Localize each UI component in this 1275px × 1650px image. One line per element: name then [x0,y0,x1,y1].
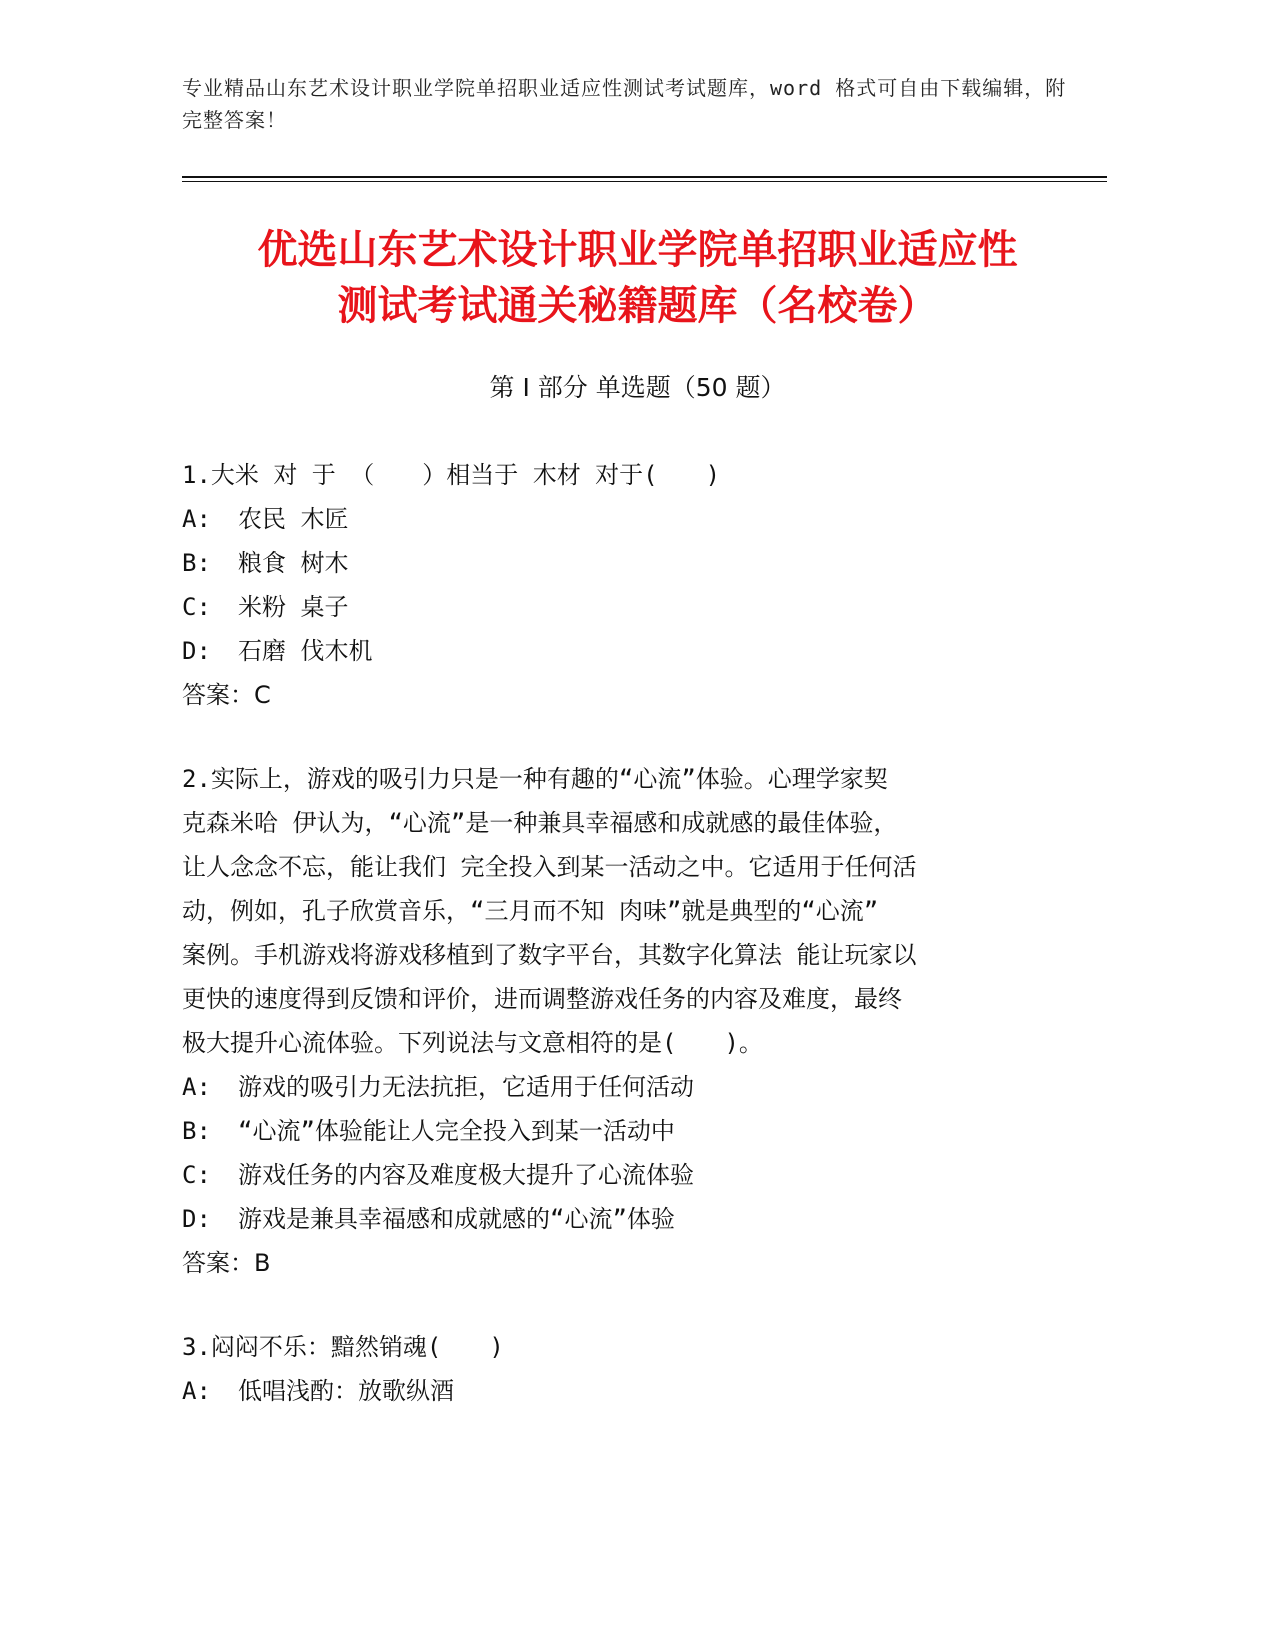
question-1 [182,453,1042,717]
option-d [182,1197,1042,1241]
option-text: 游戏的吸引力无法抗拒，它适用于任何活动 [238,1073,694,1101]
document-title [150,222,1125,334]
option-c [182,1153,1042,1197]
option-letter: D: [182,637,211,665]
header-divider [182,176,1107,178]
question-stem-line: 克森米哈 伊认为，“心流”是一种兼具幸福感和成就感的最佳体验， [182,809,898,837]
answer-line: 答案：B [182,1249,271,1277]
option-letter: B: [182,549,211,577]
option-letter: A: [182,505,211,533]
question-stem-line: 极大提升心流体验。下列说法与文意相符的是( )。 [182,1029,763,1057]
option-a [182,497,1042,541]
option-text: 米粉 桌子 [238,593,349,621]
option-letter: C: [182,593,211,621]
header-note: 专业精品山东艺术设计职业学院单招职业适应性测试考试题库，word 格式可自由下载编辑，附完整答案！ [182,76,1067,132]
answer-line: 答案：C [182,681,271,709]
question-stem: 3.闷闷不乐：黯然销魂( ) [182,1333,504,1361]
option-d [182,629,1042,673]
question-stem-line: 更快的速度得到反馈和评价，进而调整游戏任务的内容及难度，最终 [182,985,902,1013]
question-stem-line: 2.实际上，游戏的吸引力只是一种有趣的“心流”体验。心理学家契 [182,765,888,793]
question-stem-line: 案例。手机游戏将游戏移植到了数字平台，其数字化算法 能让玩家以 [182,941,917,969]
question-3 [182,1325,1042,1413]
option-text: 低唱浅酌：放歌纵酒 [238,1377,454,1405]
header-divider-thin [182,181,1107,182]
question-stem-line: 让人念念不忘，能让我们 完全投入到某一活动之中。它适用于任何活 [182,853,917,881]
option-text: 石磨 伐木机 [238,637,373,665]
option-b [182,1109,1042,1153]
option-c [182,585,1042,629]
question-stem: 1.大米 对 于 （ ）相当于 木材 对于( ) [182,461,721,489]
option-a [182,1369,1042,1413]
option-b [182,541,1042,585]
option-a [182,1065,1042,1109]
option-letter: B: [182,1117,211,1145]
option-text: 游戏任务的内容及难度极大提升了心流体验 [238,1161,694,1189]
option-text: “心流”体验能让人完全投入到某一活动中 [238,1117,675,1145]
option-letter: D: [182,1205,211,1233]
title-line-1: 优选山东艺术设计职业学院单招职业适应性 [257,227,1018,273]
title-line-2: 测试考试通关秘籍题库（名校卷） [337,283,938,329]
option-text: 粮食 树木 [238,549,349,577]
option-letter: C: [182,1161,211,1189]
option-letter: A: [182,1377,211,1405]
option-letter: A: [182,1073,211,1101]
section-heading: 第 I 部分 单选题（50 题） [489,373,786,402]
option-text: 农民 木匠 [238,505,349,533]
question-2 [182,757,1042,1285]
option-text: 游戏是兼具幸福感和成就感的“心流”体验 [238,1205,675,1233]
question-stem-line: 动，例如，孔子欣赏音乐，“三月而不知 肉味”就是典型的“心流” [182,897,879,925]
